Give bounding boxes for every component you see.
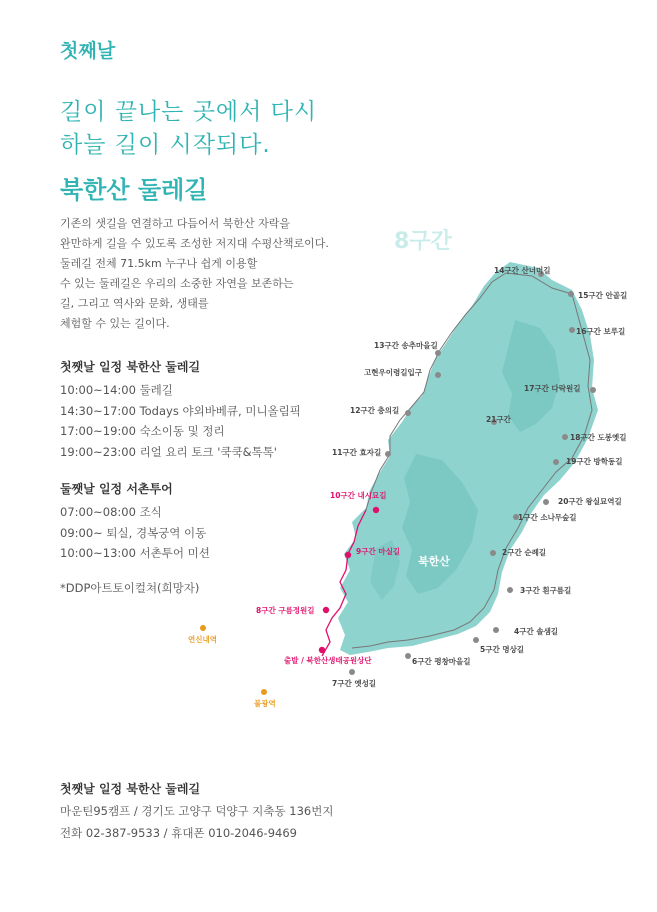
intro-line: 수 있는 둘레길은 우리의 소중한 자연을 보존하는 (60, 277, 294, 290)
map-label: 13구간 송추마을길 (374, 341, 438, 350)
map-label: 1구간 소나무숲길 (518, 513, 577, 522)
map-label: 8구간 구름정원길 (256, 606, 315, 615)
station-dot (261, 689, 267, 695)
map-label: 5구간 명상길 (480, 645, 525, 654)
map-label: 9구간 마실길 (356, 547, 401, 556)
map-label: 21구간 (486, 415, 511, 424)
intro-line: 길, 그리고 역사와 문화, 생태를 (60, 297, 209, 310)
page-title: 북한산 둘레길 (60, 176, 208, 204)
map-label: 20구간 왕실묘역길 (558, 497, 622, 506)
map-label: 4구간 솔샘길 (514, 627, 559, 636)
schedule-item: 10:00~13:00 서촌투어 미션 (60, 546, 210, 560)
note: *DDP아트토이컬쳐(희망자) (60, 581, 200, 595)
schedule-item: 07:00~08:00 조식 (60, 505, 162, 519)
schedule-item: 14:30~17:00 Todays 야외바베큐, 미니올림픽 (60, 403, 301, 418)
station-label: 연신내역 (188, 635, 217, 644)
map-label: 출발 / 북한산생태공원상단 (284, 656, 372, 665)
headline-line-2: 하늘 길이 시작되다. (60, 132, 271, 158)
map-label: 11구간 효자길 (332, 448, 382, 457)
intro-line: 둘레길 전체 71.5km 누구나 쉽게 이용할 (60, 257, 258, 270)
map-label: 6구간 평창마을길 (412, 657, 471, 666)
map-label: 7구간 옛성길 (332, 679, 377, 688)
trail-map (180, 210, 650, 720)
intro-line: 완만하게 길을 수 있도록 조성한 저지대 수평산책로이다. (60, 237, 329, 250)
footer-info (60, 800, 333, 844)
map-label: 18구간 도봉옛길 (570, 433, 627, 442)
map-label: 2구간 순례길 (502, 548, 547, 557)
day-label: 첫째날 (60, 40, 116, 62)
day1-title: 첫쨋날 일정 북한산 둘레길 (60, 360, 201, 374)
map-label: 3구간 흰구름길 (520, 586, 572, 595)
footer-phone: 전화 02-387-9533 / 휴대폰 010-2046-9469 (60, 826, 297, 840)
map-label: 14구간 산너머길 (494, 266, 551, 275)
headline-line-1: 길이 끝나는 곳에서 다시 (60, 99, 318, 125)
station-label: 불광역 (254, 699, 276, 708)
schedule-item: 17:00~19:00 숙소이동 및 정리 (60, 424, 225, 438)
map-label: 15구간 안골길 (578, 291, 628, 300)
schedule-item: 10:00~14:00 둘레길 (60, 383, 173, 397)
map-label: 16구간 보루길 (576, 327, 626, 336)
map-label: 10구간 내시묘길 (330, 491, 387, 500)
footer-address: 마운틴95캠프 / 경기도 고양구 덕양구 지축동 136번지 (60, 804, 334, 818)
station-dot (200, 625, 206, 631)
mountain-label: 북한산 (418, 555, 450, 568)
map-label: 17구간 다락원길 (524, 384, 581, 393)
footer-title: 첫쨋날 일정 북한산 둘레길 (60, 782, 201, 796)
intro-line: 체험할 수 있는 길이다. (60, 317, 170, 330)
day2-title: 둘쨋날 일정 서촌투어 (60, 482, 173, 496)
map-label: 19구간 방학동길 (566, 457, 623, 466)
intro-line: 기존의 샛길을 연결하고 다듬어서 북한산 자락을 (60, 217, 291, 230)
headline (60, 96, 317, 162)
map-label: 고현우이령길입구 (364, 368, 422, 377)
schedule-item: 09:00~ 퇴실, 경복궁역 이동 (60, 525, 207, 540)
section-big-label: 8구간 (394, 229, 452, 254)
map-label: 12구간 충의길 (350, 406, 400, 415)
bukhansan-land (338, 262, 598, 655)
schedule-item: 19:00~23:00 리얼 요리 토크 '쿡쿡&톡톡' (60, 444, 277, 459)
